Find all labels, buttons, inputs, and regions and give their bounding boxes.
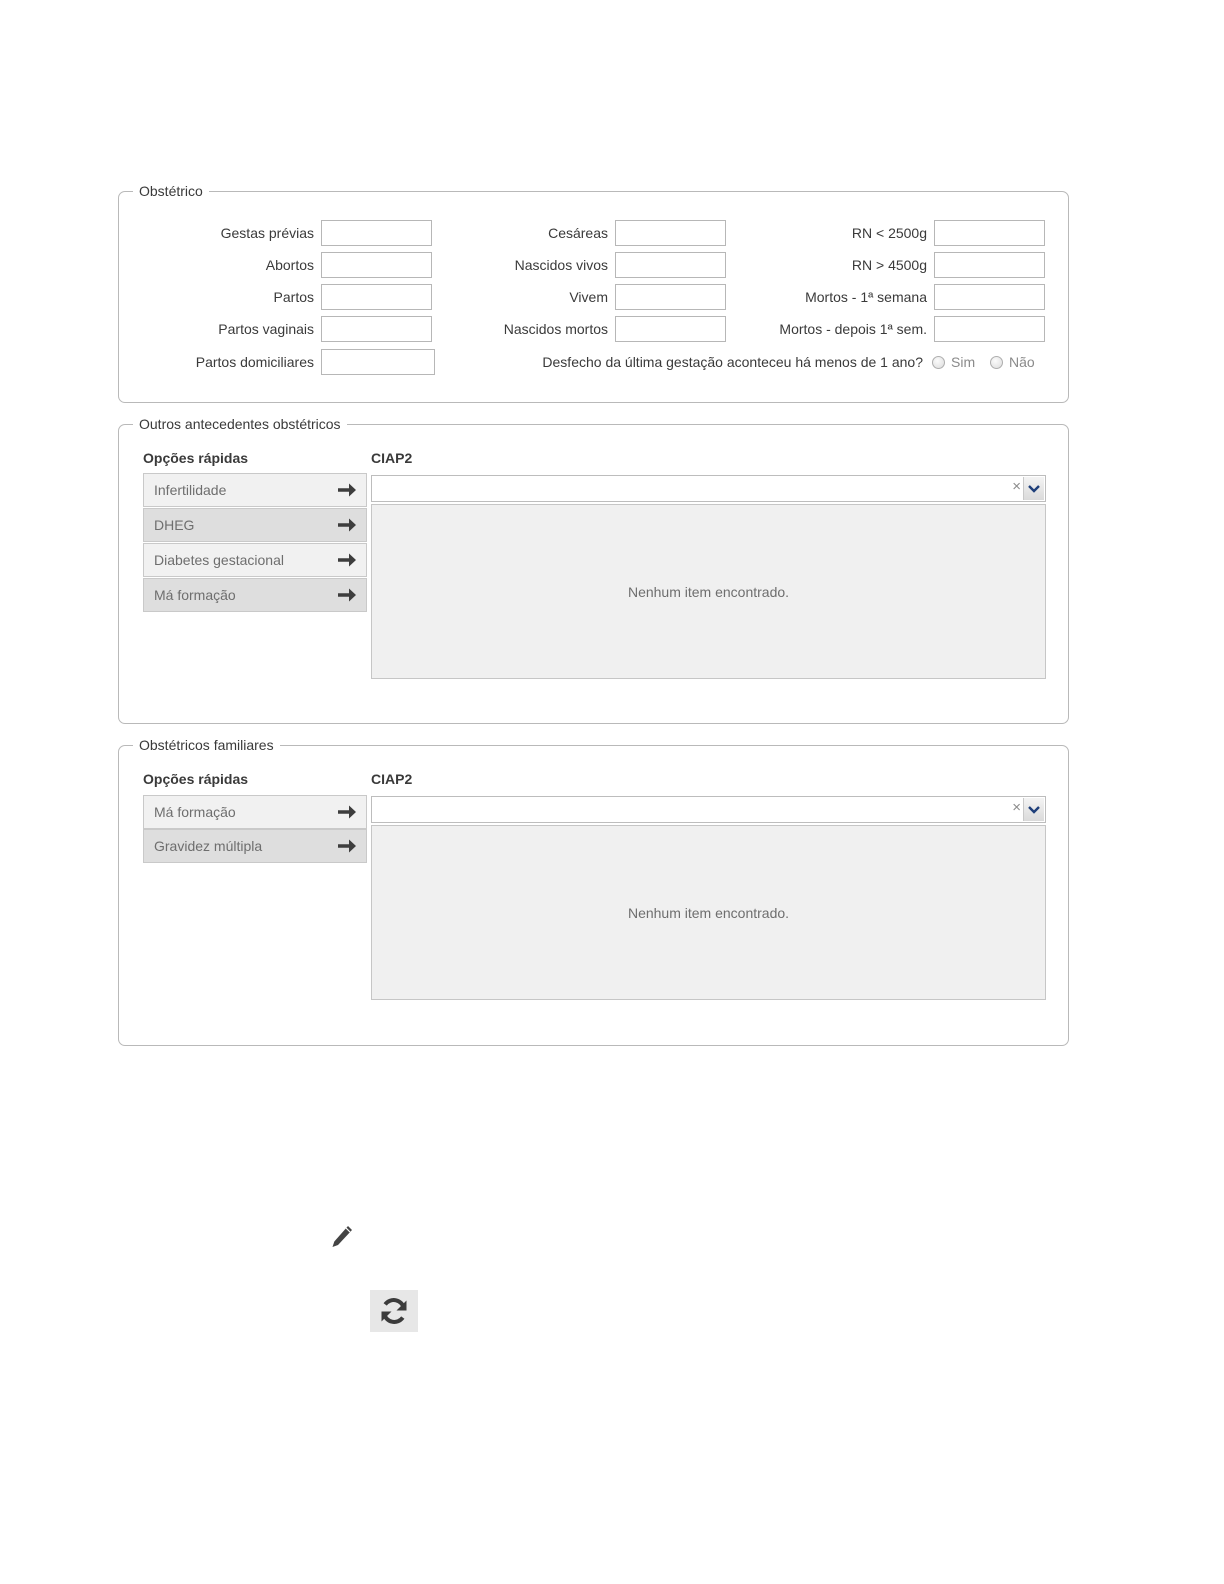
label-partos-domiciliares: Partos domiciliares [195, 354, 314, 370]
familiares-ciap-title: CIAP2 [371, 771, 413, 787]
quick-option-ma-formacao-familiar[interactable] [143, 795, 367, 829]
refresh-button[interactable] [370, 1290, 418, 1332]
clear-icon[interactable]: × [1012, 478, 1021, 495]
familiares-ciap-select[interactable] [371, 796, 1046, 823]
quick-option-gravidez-multipla[interactable] [143, 829, 367, 863]
input-partos-vaginais[interactable] [321, 316, 432, 342]
label-nascidos-vivos: Nascidos vivos [514, 257, 608, 273]
quick-option-label: Má formação [154, 804, 236, 820]
outros-quick-title: Opções rápidas [143, 450, 249, 466]
obstetrico-legend: Obstétrico [133, 182, 209, 200]
clear-icon[interactable]: × [1012, 799, 1021, 816]
input-gestas-previas[interactable] [321, 220, 432, 246]
familiares-results-list [371, 825, 1046, 1000]
input-rn-maior-4500[interactable] [934, 252, 1045, 278]
label-mortos-primeira-semana: Mortos - 1ª semana [805, 289, 927, 305]
empty-message: Nenhum item encontrado. [627, 904, 790, 921]
familiares-fieldset [118, 737, 1069, 1046]
input-mortos-primeira-semana[interactable] [934, 284, 1045, 310]
arrow-right-icon [336, 515, 358, 535]
input-vivem[interactable] [615, 284, 726, 310]
quick-option-ma-formacao[interactable] [143, 578, 367, 612]
arrow-right-icon [336, 550, 358, 570]
radio-sim-circle[interactable] [932, 356, 945, 369]
edit-button[interactable] [326, 1222, 356, 1254]
input-partos[interactable] [321, 284, 432, 310]
quick-option-label: Gravidez múltipla [154, 838, 263, 854]
label-partos-vaginais: Partos vaginais [218, 321, 314, 337]
radio-nao-circle[interactable] [990, 356, 1003, 369]
familiares-quick-title: Opções rápidas [143, 771, 249, 787]
radio-sim[interactable] [932, 349, 975, 375]
input-nascidos-mortos[interactable] [615, 316, 726, 342]
label-rn-maior-4500: RN > 4500g [851, 257, 927, 273]
dropdown-toggle[interactable] [1023, 477, 1044, 500]
quick-option-dheg[interactable] [143, 508, 367, 542]
empty-message: Nenhum item encontrado. [627, 583, 790, 600]
refresh-icon [378, 1296, 410, 1326]
outros-legend: Outros antecedentes obstétricos [133, 415, 347, 433]
quick-option-infertilidade[interactable] [143, 473, 367, 507]
label-rn-menor-2500: RN < 2500g [851, 225, 927, 241]
label-mortos-depois: Mortos - depois 1ª sem. [779, 321, 927, 337]
quick-option-diabetes-gestacional[interactable] [143, 543, 367, 577]
radio-nao-label: Não [1009, 354, 1035, 370]
outros-fieldset [118, 416, 1069, 724]
label-vivem: Vivem [569, 289, 608, 305]
chevron-down-icon [1028, 805, 1040, 814]
chevron-down-icon [1028, 484, 1040, 493]
quick-option-label: Má formação [154, 587, 236, 603]
outros-ciap-select[interactable] [371, 475, 1046, 502]
input-cesareas[interactable] [615, 220, 726, 246]
familiares-legend: Obstétricos familiares [133, 736, 280, 754]
label-cesareas: Cesáreas [548, 225, 608, 241]
radio-sim-label: Sim [951, 354, 976, 370]
arrow-right-icon [336, 836, 358, 856]
pencil-icon [326, 1222, 356, 1254]
quick-option-label: DHEG [154, 517, 195, 533]
input-rn-menor-2500[interactable] [934, 220, 1045, 246]
arrow-right-icon [336, 480, 358, 500]
arrow-right-icon [336, 585, 358, 605]
arrow-right-icon [336, 802, 358, 822]
input-nascidos-vivos[interactable] [615, 252, 726, 278]
label-gestas-previas: Gestas prévias [220, 225, 314, 241]
input-mortos-depois[interactable] [934, 316, 1045, 342]
dropdown-toggle[interactable] [1023, 798, 1044, 821]
label-abortos: Abortos [265, 257, 314, 273]
radio-nao[interactable] [990, 349, 1035, 375]
label-nascidos-mortos: Nascidos mortos [503, 321, 608, 337]
quick-option-label: Diabetes gestacional [154, 552, 284, 568]
label-partos: Partos [273, 289, 314, 305]
obstetrico-fieldset [118, 183, 1069, 403]
input-partos-domiciliares[interactable] [321, 349, 435, 375]
label-desfecho-question: Desfecho da última gestação aconteceu há menos de 1 ano? [542, 354, 923, 370]
input-abortos[interactable] [321, 252, 432, 278]
quick-option-label: Infertilidade [154, 482, 227, 498]
outros-ciap-title: CIAP2 [371, 450, 413, 466]
outros-results-list [371, 504, 1046, 679]
